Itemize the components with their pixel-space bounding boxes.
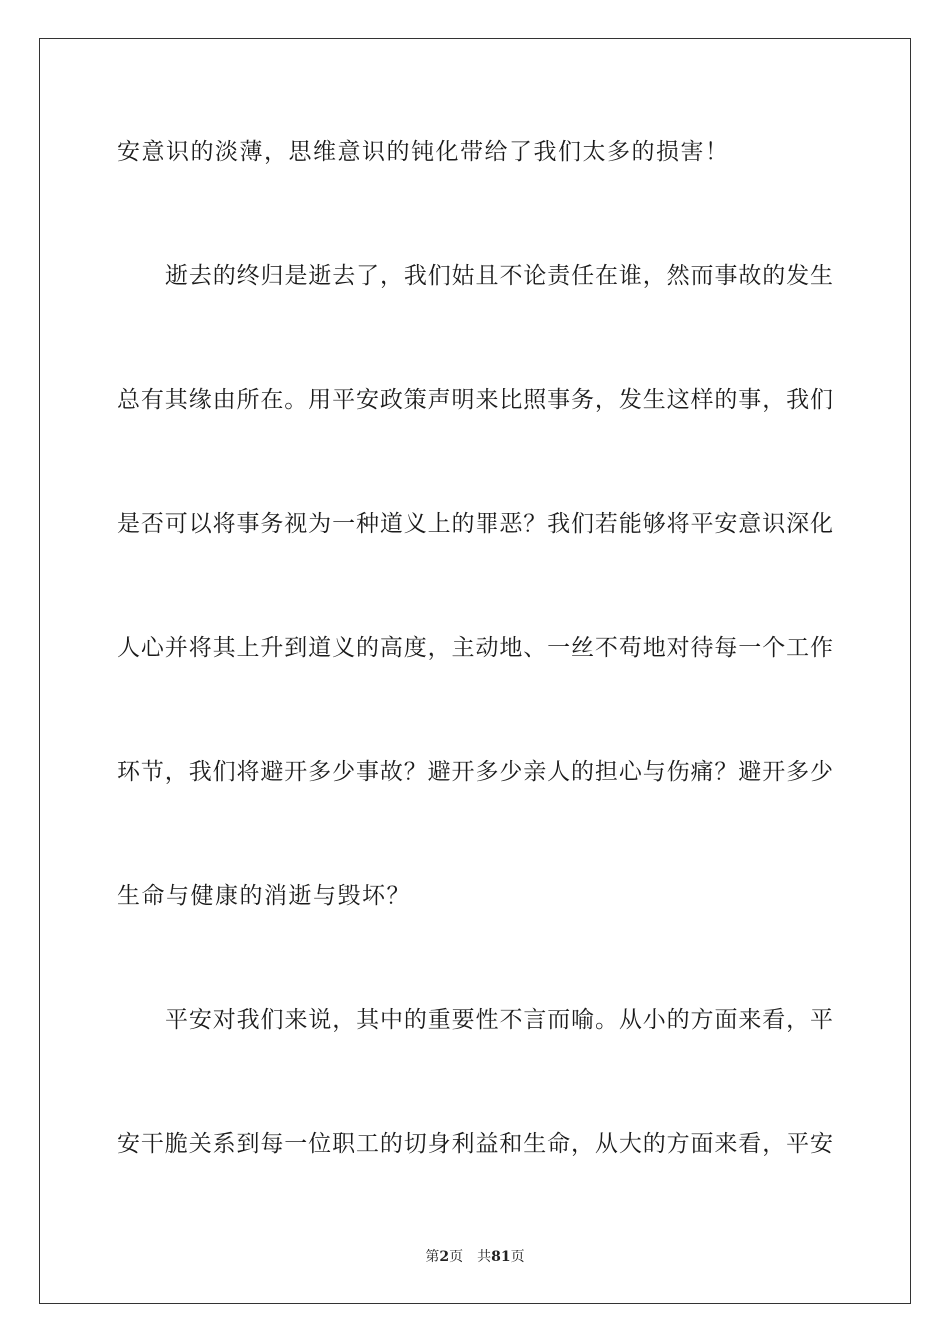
text-line-4: 是否可以将事务视为一种道义上的罪恶？我们若能够将平安意识深化 (117, 511, 833, 537)
page-prefix: 第 (425, 1249, 440, 1265)
text-line-1: 安意识的淡薄，思维意识的钝化带给了我们太多的损害！ (117, 139, 730, 165)
text-line-9: 安干脆关系到每一位职工的切身利益和生命，从大的方面来看，平安 (117, 1131, 833, 1157)
page-frame (39, 38, 911, 1304)
total-suffix: 页 (510, 1249, 525, 1265)
page-footer (0, 1248, 950, 1266)
page-suffix: 页 (449, 1249, 464, 1265)
total-prefix: 共 (477, 1249, 492, 1265)
total-pages: 81 (491, 1249, 511, 1265)
page-number: 2 (439, 1249, 450, 1265)
text-line-2: 逝去的终归是逝去了，我们姑且不论责任在谁，然而事故的发生 (165, 263, 833, 289)
text-line-6: 环节，我们将避开多少事故？避开多少亲人的担心与伤痛？避开多少 (117, 759, 833, 785)
text-line-5: 人心并将其上升到道义的高度，主动地、一丝不苟地对待每一个工作 (117, 635, 833, 661)
text-line-8: 平安对我们来说，其中的重要性不言而喻。从小的方面来看，平 (165, 1007, 833, 1033)
text-line-7: 生命与健康的消逝与毁坏？ (117, 883, 411, 909)
text-line-3: 总有其缘由所在。用平安政策声明来比照事务，发生这样的事，我们 (117, 387, 833, 413)
